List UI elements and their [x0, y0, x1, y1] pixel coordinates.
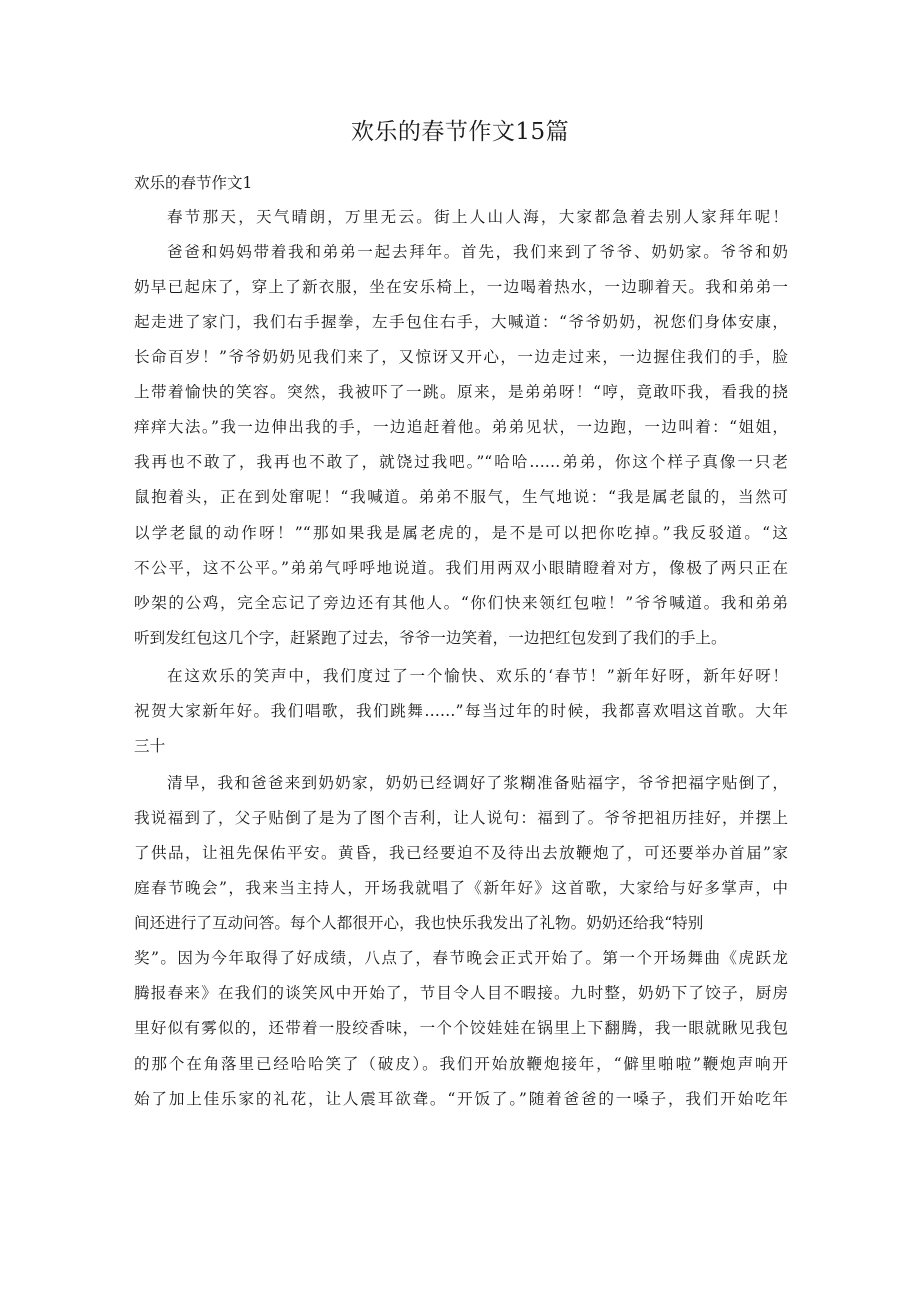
- text-line: 长命百岁！”爷爷奶奶见我们来了，又惊讶又开心，一边走过来，一边握住我们的手，脸: [134, 348, 788, 366]
- text-line: 吵架的公鸡，完全忘记了旁边还有其他人。“你们快来领红包啦！”爷爷喊道。我和弟弟: [134, 594, 788, 612]
- page-title: 欢乐的春节作文15篇: [350, 119, 570, 145]
- text-line: 了供品，让祖先保佑平安。黄昏，我已经要迫不及待出去放鞭炮了，可还要举办首届”家: [134, 844, 788, 862]
- text-line: 始了加上佳乐家的礼花，让人震耳欲聋。“开饭了。”随着爸爸的一嗓子，我们开始吃年: [134, 1090, 788, 1108]
- text-line: 清早，我和爸爸来到奶奶家，奶奶已经调好了浆糊准备贴福字，爷爷把福字贴倒了，: [167, 774, 788, 792]
- text-line: 我说福到了，父子贴倒了是为了图个吉利，让人说句：福到了。爷爷把祖历挂好，并摆上: [134, 809, 788, 827]
- text-line: 三十: [134, 737, 166, 755]
- text-line: 上带着愉快的笑容。突然，我被吓了一跳。原来，是弟弟呀！“哼，竟敢吓我，看我的挠: [134, 383, 788, 401]
- text-line: 鼠抱着头，正在到处窜呢！“我喊道。弟弟不服气，生气地说：“我是属老鼠的，当然可: [134, 488, 788, 506]
- text-line: 奶早已起床了，穿上了新衣服，坐在安乐椅上，一边喝着热水，一边聊着天。我和弟弟一: [134, 278, 788, 296]
- text-line: 腾报春来》在我们的谈笑风中开始了，节目令人目不暇接。九时整，奶奶下了饺子，厨房: [134, 984, 788, 1002]
- text-line: 间还进行了互动问答。每个人都很开心，我也快乐我发出了礼物。奶奶还给我“特别: [134, 914, 704, 932]
- text-line: 我再也不敢了，我再也不敢了，就饶过我吧。”“哈哈……弟弟，你这个样子真像一只老: [134, 453, 788, 471]
- text-line: 爸爸和妈妈带着我和弟弟一起去拜年。首先，我们来到了爷爷、奶奶家。爷爷和奶: [167, 243, 788, 261]
- section-heading: 欢乐的春节作文1: [134, 174, 253, 192]
- text-line: 祝贺大家新年好。我们唱歌，我们跳舞……”每当过年的时候，我都喜欢唱这首歌。大年: [134, 702, 788, 720]
- text-line: 庭春节晚会”，我来当主持人，开场我就唱了《新年好》这首歌，大家给与好多掌声，中: [134, 879, 788, 897]
- text-line: 奖”。因为今年取得了好成绩，八点了，春节晚会正式开始了。第一个开场舞曲《虎跃龙: [134, 949, 788, 967]
- text-line: 听到发红包这几个字，赶紧跑了过去，爷爷一边笑着，一边把红包发到了我们的手上。: [134, 629, 727, 647]
- text-line: 痒痒大法。”我一边伸出我的手，一边追赶着他。弟弟见状，一边跑，一边叫着：“姐姐，: [134, 418, 788, 436]
- text-line: 不公平，这不公平。”弟弟气呼呼地说道。我们用两双小眼睛瞪着对方，像极了两只正在: [134, 559, 788, 577]
- text-line: 的那个在角落里已经哈哈笑了（破皮）。我们开始放鞭炮接年，“僻里啪啦”鞭炮声响开: [134, 1055, 788, 1073]
- text-line: 以学老鼠的动作呀！”“那如果我是属老虎的，是不是可以把你吃掉。”我反驳道。“这: [134, 524, 788, 542]
- text-line: 起走进了家门，我们右手握拳，左手包住右手，大喊道：“爷爷奶奶，祝您们身体安康，: [134, 313, 788, 331]
- text-line: 里好似有雾似的，还带着一股绞香味，一个个饺娃娃在锅里上下翻腾，我一眼就瞅见我包: [134, 1019, 788, 1037]
- text-line: 春节那天，天气晴朗，万里无云。街上人山人海，大家都急着去别人家拜年呢！: [167, 208, 788, 226]
- text-line: 在这欢乐的笑声中，我们度过了一个愉快、欢乐的‘春节！”新年好呀，新年好呀！: [167, 667, 788, 685]
